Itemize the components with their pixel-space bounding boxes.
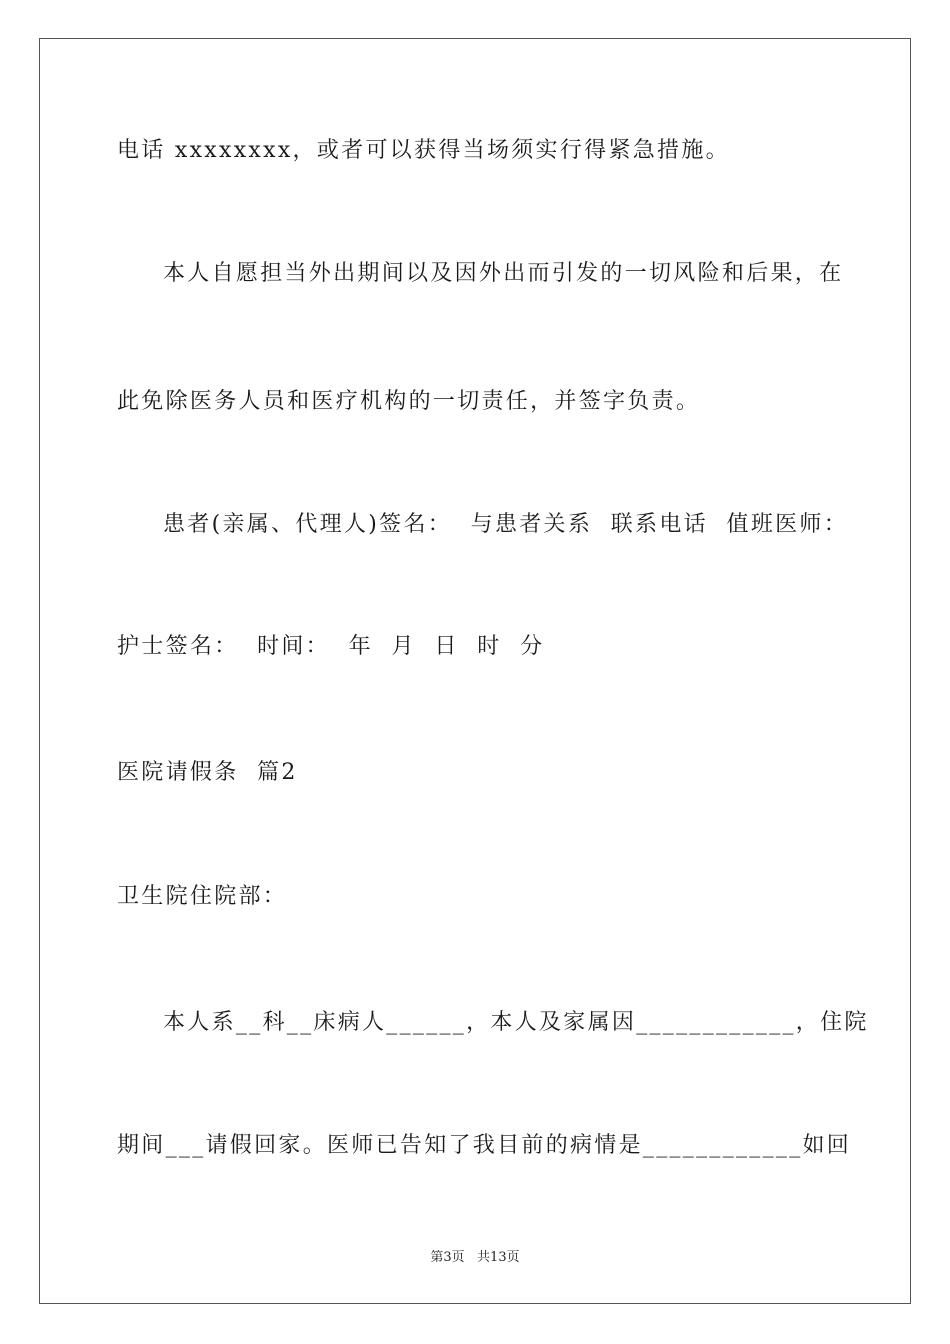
text-line-risk-statement: 本人自愿担当外出期间以及因外出而引发的一切风险和后果，在	[163, 261, 844, 286]
text-line-liability-waiver: 此免除医务人员和医疗机构的一切责任，并签字负责。	[117, 389, 701, 414]
text-line-signature-fields: 患者(亲属、代理人)签名： 与患者关系 联系电话 值班医师：	[163, 512, 849, 537]
page-number-footer: 第3页 共13页	[430, 1250, 520, 1265]
text-line-nurse-time: 护士签名： 时间： 年 月 日 时 分	[117, 634, 545, 659]
text-line-leave-request: 期间___请假回家。医师已告知了我目前的病情是____________如回	[117, 1133, 852, 1158]
page-border	[39, 38, 911, 1304]
text-line-addressee: 卫生院住院部：	[117, 884, 288, 909]
text-line-patient-info: 本人系__科__床病人______，本人及家属因____________，住院	[163, 1010, 869, 1035]
text-line-phone: 电话 xxxxxxxx，或者可以获得当场须实行得紧急措施。	[117, 138, 730, 163]
section-heading: 医院请假条 篇2	[117, 760, 298, 785]
